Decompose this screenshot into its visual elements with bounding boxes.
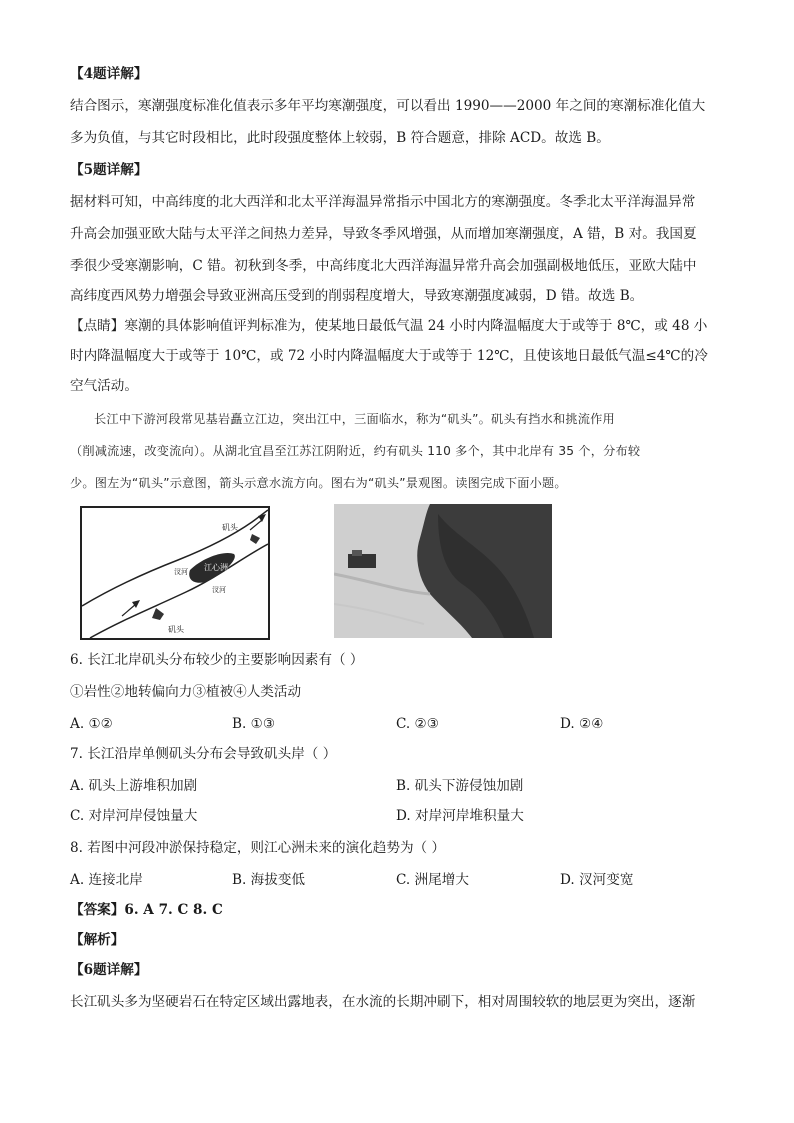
q5-detail-text-1: 据材料可知，中高纬度的北大西洋和北太平洋海温异常指示中国北方的寒潮强度。冬季北太平洋海温异常 (70, 194, 696, 210)
q6-option-d[interactable]: D. ②④ (560, 716, 604, 732)
q6-detail-text: 长江矶头多为坚硬岩石在特定区域出露地表，在水流的长期冲刷下，相对周围较软的地层更为突出，逐渐 (70, 994, 696, 1010)
q5-detail-text-2: 升高会加强亚欧大陆与太平洋之间热力差异，导致冬季风增强，从而增加寒潮强度，A 错，B 对。我国夏 (70, 226, 697, 242)
jitou-landscape-photo (334, 504, 552, 638)
passage-line-1: 长江中下游河段常见基岩矗立江边，突出江中，三面临水，称为“矶头”。矶头有挡水和挑流作用 (94, 412, 615, 426)
q6-detail-heading: 【6题详解】 (70, 962, 148, 978)
q7-option-d[interactable]: D. 对岸河岸堆积量大 (396, 808, 524, 824)
river-left-label: 汊河 (174, 568, 188, 576)
q7-option-c[interactable]: C. 对岸河岸侵蚀量大 (70, 808, 198, 824)
tip-text-2: 时内降温幅度大于或等于 10℃，或 72 小时内降温幅度大于或等于 12℃，且使该地日最低气温≤4℃的冷 (70, 348, 708, 364)
q6-factors: ①岩性②地转偏向力③植被④人类活动 (70, 684, 302, 700)
q4-detail-text-1: 结合图示，寒潮强度标准化值表示多年平均寒潮强度，可以看出 1990——2000 年之间的寒潮标准化值大 (70, 98, 706, 114)
photo-svg (334, 504, 552, 638)
q6-option-b[interactable]: B. ①③ (232, 716, 276, 732)
q8-option-a[interactable]: A. 连接北岸 (70, 872, 143, 888)
q5-detail-text-3: 季很少受寒潮影响，C 错。初秋到冬季，中高纬度北大西洋海温异常升高会加强副极地低压，亚欧大陆中 (70, 258, 697, 274)
analysis-heading: 【解析】 (70, 932, 125, 948)
answer-line: 【答案】6. A 7. C 8. C (70, 902, 223, 918)
q8-option-d[interactable]: D. 汊河变宽 (560, 872, 634, 888)
q8-option-b[interactable]: B. 海拔变低 (232, 872, 306, 888)
q4-detail-heading: 【4题详解】 (70, 66, 148, 82)
q6-option-a[interactable]: A. ①② (70, 716, 113, 732)
q7-stem: 7. 长江沿岸单侧矶头分布会导致矶头岸（ ） (70, 746, 337, 762)
q5-detail-text-4: 高纬度西风势力增强会导致亚洲高压受到的削弱程度增大，导致寒潮强度减弱，D 错。故选 B。 (70, 288, 644, 304)
tip-text-3: 空气活动。 (70, 378, 138, 394)
q5-detail-heading: 【5题详解】 (70, 162, 148, 178)
q6-option-c[interactable]: C. ②③ (396, 716, 439, 732)
q4-detail-text-2: 多为负值，与其它时段相比，此时段强度整体上较弱，B 符合题意，排除 ACD。故选 B。 (70, 130, 610, 146)
island-label: 江心洲 (204, 563, 228, 572)
river-right-label: 汊河 (212, 586, 226, 594)
river-map-svg (82, 508, 268, 638)
tip-text-1: 【点睛】寒潮的具体影响值评判标准为，使某地日最低气温 24 小时内降温幅度大于或等于 8℃，或 48 小 (70, 318, 708, 334)
passage-line-3: 少。图左为“矶头”示意图，箭头示意水流方向。图右为“矶头”景观图。读图完成下面小题。 (70, 476, 567, 490)
q7-option-a[interactable]: A. 矶头上游堆积加剧 (70, 778, 198, 794)
q8-stem: 8. 若图中河段冲淤保持稳定，则江心洲未来的演化趋势为（ ） (70, 840, 446, 856)
jitou-bottom-label: 矶头 (168, 625, 184, 634)
q6-stem: 6. 长江北岸矶头分布较少的主要影响因素有（ ） (70, 652, 364, 668)
passage-line-2: （削减流速，改变流向）。从湖北宜昌至江苏江阴附近，约有矶头 110 多个，其中北岸有 35 个，分布较 (70, 444, 641, 458)
q8-option-c[interactable]: C. 洲尾增大 (396, 872, 469, 888)
q7-option-b[interactable]: B. 矶头下游侵蚀加剧 (396, 778, 524, 794)
jitou-schematic-map (80, 506, 270, 640)
jitou-top-label: 矶头 (222, 523, 238, 532)
